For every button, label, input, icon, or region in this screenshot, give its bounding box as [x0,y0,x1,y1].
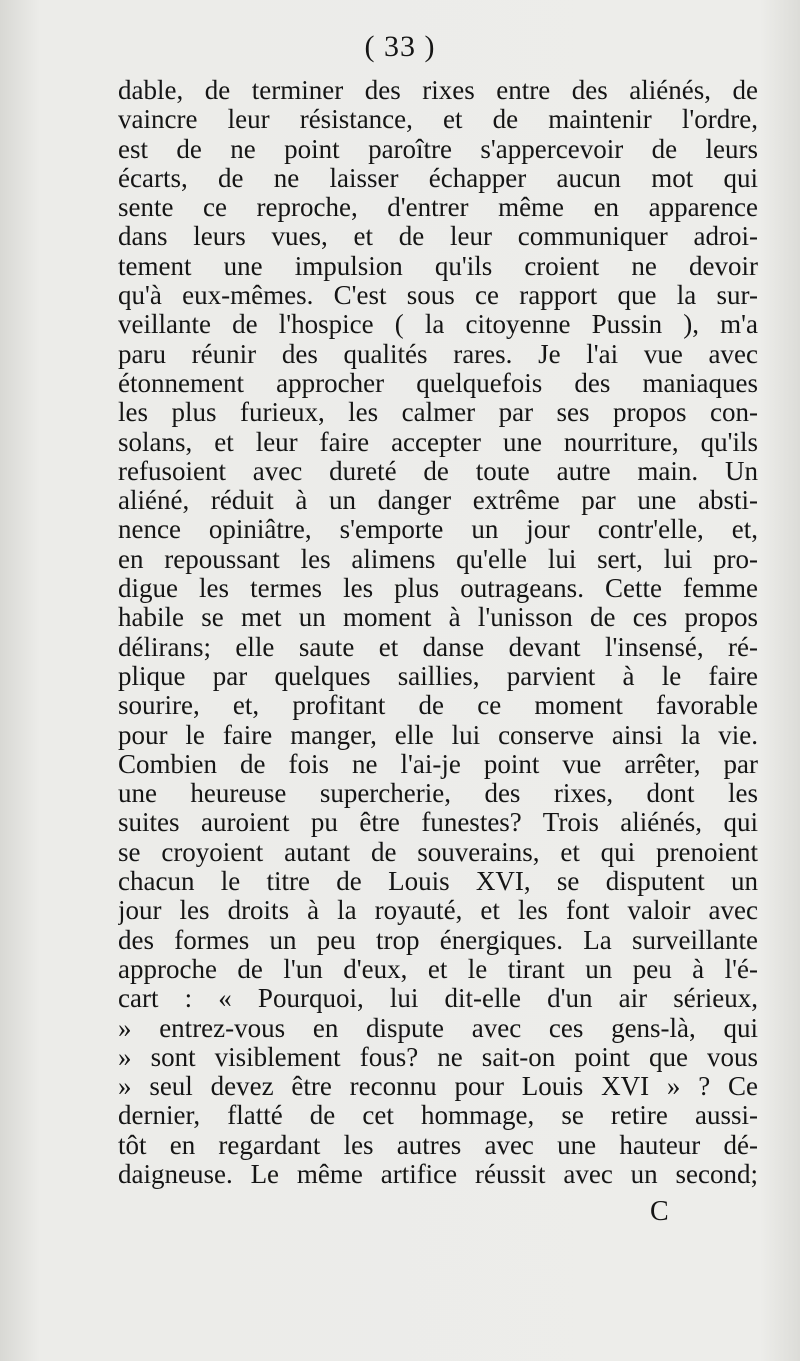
text-line: chacun le titre de Louis XVI, se disputent un [118,867,758,897]
text-line: étonnement approcher quelquefois des maniaques [118,368,758,398]
text-line: approche de l'un d'eux, et le tirant un peu à l'é- [118,954,758,984]
text-line: » seul devez être reconnu pour Louis XVI » ? Ce [118,1072,758,1102]
text-line: pour le faire manger, elle lui conserve ainsi la vie. [118,720,758,750]
text-line: sourire, et, profitant de ce moment favorable [118,691,758,721]
text-line: refusoient avec dureté de toute autre main. Un [118,456,758,486]
text-line: » sont visiblement fous? ne sait-on point que vous [118,1042,758,1072]
text-line: se croyoient autant de souverains, et qui prenoient [118,837,758,867]
text-line: une heureuse supercherie, des rixes, dont les [118,779,758,809]
text-line: plique par quelques saillies, parvient à le faire [118,661,758,691]
text-line: veillante de l'hospice ( la citoyenne Pussin ), m'a [118,310,758,340]
text-line: » entrez-vous en dispute avec ces gens-là, qui [118,1013,758,1043]
text-line: jour les droits à la royauté, et les font valoir avec [118,896,758,926]
text-line: en repoussant les alimens qu'elle lui sert, lui pro- [118,544,758,574]
page-number: ( 33 ) [364,30,436,63]
text-line: les plus furieux, les calmer par ses propos con- [118,398,758,428]
text-line: aliéné, réduit à un danger extrême par une absti- [118,486,758,516]
text-line: qu'à eux-mêmes. C'est sous ce rapport que la sur- [118,281,758,311]
text-line: digue les termes les plus outrageans. Cette femme [118,574,758,604]
body-text [118,76,758,1189]
text-line: tôt en regardant les autres avec une hauteur dé- [118,1130,758,1160]
text-line: dans leurs vues, et de leur communiquer adroi- [118,222,758,252]
text-line: solans, et leur faire accepter une nourriture, qu'ils [118,427,758,457]
text-line: dernier, flatté de cet hommage, se retire aussi- [118,1101,758,1131]
text-line: sente ce reproche, d'entrer même en apparence [118,193,758,223]
text-line: nence opiniâtre, s'emporte un jour contr'elle, et, [118,515,758,545]
text-line: écarts, de ne laisser échapper aucun mot qui [118,163,758,193]
text-line: daigneuse. Le même artifice réussit avec un second; [118,1159,758,1189]
text-line: dable, de terminer des rixes entre des aliénés, de [118,76,758,105]
text-line: Combien de fois ne l'ai-je point vue arrêter, par [118,749,758,779]
text-line: paru réunir des qualités rares. Je l'ai vue avec [118,339,758,369]
text-line: cart : « Pourquoi, lui dit-elle d'un air sérieux, [118,984,758,1014]
text-line: habile se met un moment à l'unisson de ces propos [118,603,758,633]
text-line: des formes un peu trop énergiques. La surveillante [118,925,758,955]
text-line: est de ne point paroître s'appercevoir de leurs [118,134,758,164]
text-line: vaincre leur résistance, et de maintenir l'ordre, [118,105,758,135]
text-line: délirans; elle saute et danse devant l'insensé, ré- [118,632,758,662]
signature-mark: C [650,1196,669,1227]
text-line: suites auroient pu être funestes? Trois aliénés, qui [118,808,758,838]
text-line: tement une impulsion qu'ils croient ne devoir [118,251,758,281]
